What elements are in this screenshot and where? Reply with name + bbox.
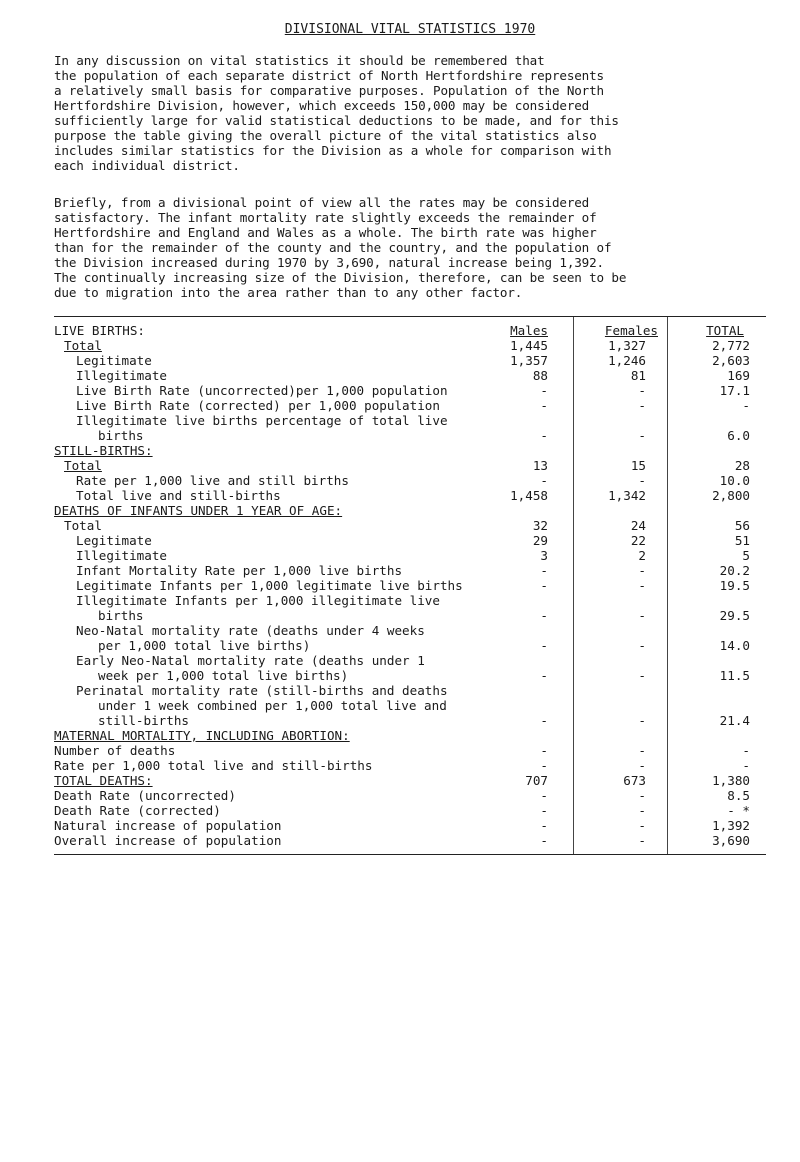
summary-paragraph: [54, 195, 766, 300]
row-label: Live Birth Rate (uncorrected)per 1,000 population: [76, 383, 448, 398]
cell-males: -: [540, 473, 548, 488]
cell-total: 14.0: [719, 638, 750, 653]
cell-males: -: [540, 788, 548, 803]
row-label: STILL-BIRTHS:: [54, 443, 153, 458]
cell-males: 29: [532, 533, 548, 548]
cell-males: -: [540, 818, 548, 833]
table-row: [54, 383, 766, 398]
paragraph-line: than for the remainder of the county and the country, and the population of: [54, 240, 612, 255]
table-row: [54, 338, 766, 353]
row-label: Perinatal mortality rate (still-births and deaths: [76, 683, 448, 698]
cell-males: -: [540, 563, 548, 578]
table-row: [54, 473, 766, 488]
table-row: [54, 578, 766, 593]
cell-total: 3,690: [712, 833, 750, 848]
table-row: [54, 443, 766, 458]
paragraph-line: purpose the table giving the overall picture of the vital statistics also: [54, 128, 597, 143]
cell-females: -: [638, 713, 646, 728]
paragraph-line: Briefly, from a divisional point of view all the rates may be considered: [54, 195, 590, 210]
table-row: [54, 533, 766, 548]
row-label: Illegitimate: [76, 548, 167, 563]
cell-females: -: [638, 578, 646, 593]
row-label: DEATHS OF INFANTS UNDER 1 YEAR OF AGE:: [54, 503, 343, 518]
row-label: Total: [64, 338, 102, 353]
row-label: week per 1,000 total live births): [98, 668, 349, 683]
cell-total: 20.2: [719, 563, 750, 578]
cell-males: -: [540, 398, 548, 413]
cell-total: 19.5: [719, 578, 750, 593]
row-label: Number of deaths: [54, 743, 176, 758]
cell-total: 17.1: [719, 383, 750, 398]
cell-total: 29.5: [719, 608, 750, 623]
row-label: Overall increase of population: [54, 833, 282, 848]
page-title: DIVISIONAL VITAL STATISTICS 1970: [284, 22, 536, 37]
paragraph-line: the Division increased during 1970 by 3,690, natural increase being 1,392.: [54, 255, 604, 270]
table-row: [54, 428, 766, 443]
row-label: Death Rate (uncorrected): [54, 788, 236, 803]
table-row: [54, 413, 766, 428]
cell-total: 28: [734, 458, 750, 473]
row-label: births: [98, 428, 144, 443]
cell-males: 707: [525, 773, 548, 788]
row-label: TOTAL DEATHS:: [54, 773, 153, 788]
cell-males: 3: [540, 548, 548, 563]
row-label: Rate per 1,000 total live and still-births: [54, 758, 373, 773]
table-row: [54, 518, 766, 533]
cell-males: -: [540, 638, 548, 653]
cell-total: 11.5: [719, 668, 750, 683]
row-label: Infant Mortality Rate per 1,000 live births: [76, 563, 403, 578]
paragraph-line: Hertfordshire Division, however, which exceeds 150,000 may be considered: [54, 98, 590, 113]
table-row: [54, 638, 766, 653]
table-header-row: [54, 323, 766, 338]
paragraph-line: sufficiently large for valid statistical deductions to be made, and for this: [54, 113, 619, 128]
row-label: under 1 week combined per 1,000 total live and: [98, 698, 447, 713]
cell-females: -: [638, 758, 646, 773]
table-row: [54, 728, 766, 743]
table-row: [54, 683, 766, 698]
cell-total: 10.0: [719, 473, 750, 488]
cell-females: -: [638, 818, 646, 833]
cell-males: Males: [510, 323, 548, 338]
cell-total: 2,603: [712, 353, 750, 368]
table-row: [54, 773, 766, 788]
row-label: per 1,000 total live births): [98, 638, 311, 653]
cell-females: 15: [630, 458, 646, 473]
cell-females: -: [638, 383, 646, 398]
cell-females: Females: [604, 323, 658, 338]
row-label: Early Neo-Natal mortality rate (deaths under 1: [76, 653, 425, 668]
cell-males: -: [540, 713, 548, 728]
row-label: Legitimate: [76, 353, 152, 368]
cell-males: -: [540, 428, 548, 443]
cell-males: 13: [532, 458, 548, 473]
document-page: [54, 22, 766, 855]
cell-males: -: [540, 383, 548, 398]
cell-females: -: [638, 563, 646, 578]
table-row: [54, 698, 766, 713]
cell-total: 2,800: [712, 488, 750, 503]
cell-females: 24: [630, 518, 646, 533]
row-label: Rate per 1,000 live and still births: [76, 473, 349, 488]
cell-males: 32: [532, 518, 548, 533]
cell-males: -: [540, 758, 548, 773]
cell-total: - *: [727, 803, 750, 818]
row-label: Illegitimate live births percentage of total live: [76, 413, 448, 428]
cell-males: 88: [532, 368, 548, 383]
paragraph-line: the population of each separate district of North Hertfordshire represents: [54, 68, 604, 83]
cell-females: 22: [630, 533, 646, 548]
cell-total: 51: [734, 533, 750, 548]
paragraph-line: due to migration into the area rather than to any other factor.: [54, 285, 523, 300]
table-row: [54, 353, 766, 368]
cell-males: 1,458: [510, 488, 548, 503]
cell-total: 56: [734, 518, 750, 533]
cell-females: -: [638, 428, 646, 443]
table-row: [54, 818, 766, 833]
table-row: [54, 548, 766, 563]
row-label: still-births: [98, 713, 189, 728]
paragraph-line: The continually increasing size of the Division, therefore, can be seen to be: [54, 270, 627, 285]
row-label: Legitimate: [76, 533, 152, 548]
row-label: Legitimate Infants per 1,000 legitimate live births: [76, 578, 463, 593]
paragraph-line: In any discussion on vital statistics it should be remembered that: [54, 53, 545, 68]
table-row: [54, 458, 766, 473]
table-row: [54, 563, 766, 578]
row-label: births: [98, 608, 144, 623]
paragraph-line: each individual district.: [54, 158, 240, 173]
row-label: Death Rate (corrected): [54, 803, 221, 818]
cell-females: -: [638, 803, 646, 818]
cell-total: 5: [742, 548, 750, 563]
cell-total: -: [742, 743, 750, 758]
cell-females: 81: [630, 368, 646, 383]
table-row: [54, 623, 766, 638]
cell-total: 1,392: [712, 818, 750, 833]
row-label: Total: [64, 518, 102, 533]
cell-males: -: [540, 833, 548, 848]
cell-females: 1,246: [608, 353, 646, 368]
cell-total: 2,772: [712, 338, 750, 353]
table-row: [54, 488, 766, 503]
cell-total: 21.4: [719, 713, 750, 728]
cell-females: -: [638, 743, 646, 758]
table-row: [54, 833, 766, 848]
cell-females: -: [638, 473, 646, 488]
table-row: [54, 368, 766, 383]
cell-males: -: [540, 743, 548, 758]
table-row: [54, 398, 766, 413]
vital-statistics-table: [54, 316, 766, 855]
cell-total: -: [742, 398, 750, 413]
cell-females: -: [638, 638, 646, 653]
cell-males: -: [540, 668, 548, 683]
row-label: LIVE BIRTHS:: [54, 323, 145, 338]
cell-females: -: [638, 608, 646, 623]
cell-males: -: [540, 578, 548, 593]
row-label: Neo-Natal mortality rate (deaths under 4 weeks: [76, 623, 425, 638]
cell-females: 2: [638, 548, 646, 563]
cell-females: 1,342: [608, 488, 646, 503]
cell-total: -: [742, 758, 750, 773]
cell-females: 1,327: [608, 338, 646, 353]
table-row: [54, 743, 766, 758]
cell-total: 169: [727, 368, 750, 383]
cell-females: -: [638, 668, 646, 683]
row-label: MATERNAL MORTALITY, INCLUDING ABORTION:: [54, 728, 350, 743]
cell-total: 6.0: [727, 428, 750, 443]
intro-paragraph: [54, 53, 766, 173]
cell-total: TOTAL: [706, 323, 744, 338]
table-row: [54, 608, 766, 623]
paragraph-line: includes similar statistics for the Division as a whole for comparison with: [54, 143, 612, 158]
cell-males: -: [540, 803, 548, 818]
table-row: [54, 758, 766, 773]
table-row: [54, 593, 766, 608]
table-row: [54, 788, 766, 803]
table-row: [54, 713, 766, 728]
cell-females: -: [638, 398, 646, 413]
cell-females: -: [638, 788, 646, 803]
cell-males: -: [540, 608, 548, 623]
row-label: Natural increase of population: [54, 818, 282, 833]
paragraph-line: a relatively small basis for comparative purposes. Population of the North: [54, 83, 604, 98]
cell-males: 1,357: [510, 353, 548, 368]
table-row: [54, 803, 766, 818]
cell-females: 673: [623, 773, 646, 788]
row-label: Total live and still-births: [76, 488, 281, 503]
cell-total: 1,380: [712, 773, 750, 788]
row-label: Illegitimate Infants per 1,000 illegitimate live: [76, 593, 440, 608]
table-row: [54, 668, 766, 683]
paragraph-line: Hertfordshire and England and Wales as a whole. The birth rate was higher: [54, 225, 597, 240]
cell-males: 1,445: [510, 338, 548, 353]
row-label: Illegitimate: [76, 368, 167, 383]
row-label: Live Birth Rate (corrected) per 1,000 population: [76, 398, 440, 413]
table-row: [54, 653, 766, 668]
cell-total: 8.5: [727, 788, 750, 803]
table-row: [54, 503, 766, 518]
cell-females: -: [638, 833, 646, 848]
row-label: Total: [64, 458, 102, 473]
paragraph-line: satisfactory. The infant mortality rate slightly exceeds the remainder of: [54, 210, 597, 225]
